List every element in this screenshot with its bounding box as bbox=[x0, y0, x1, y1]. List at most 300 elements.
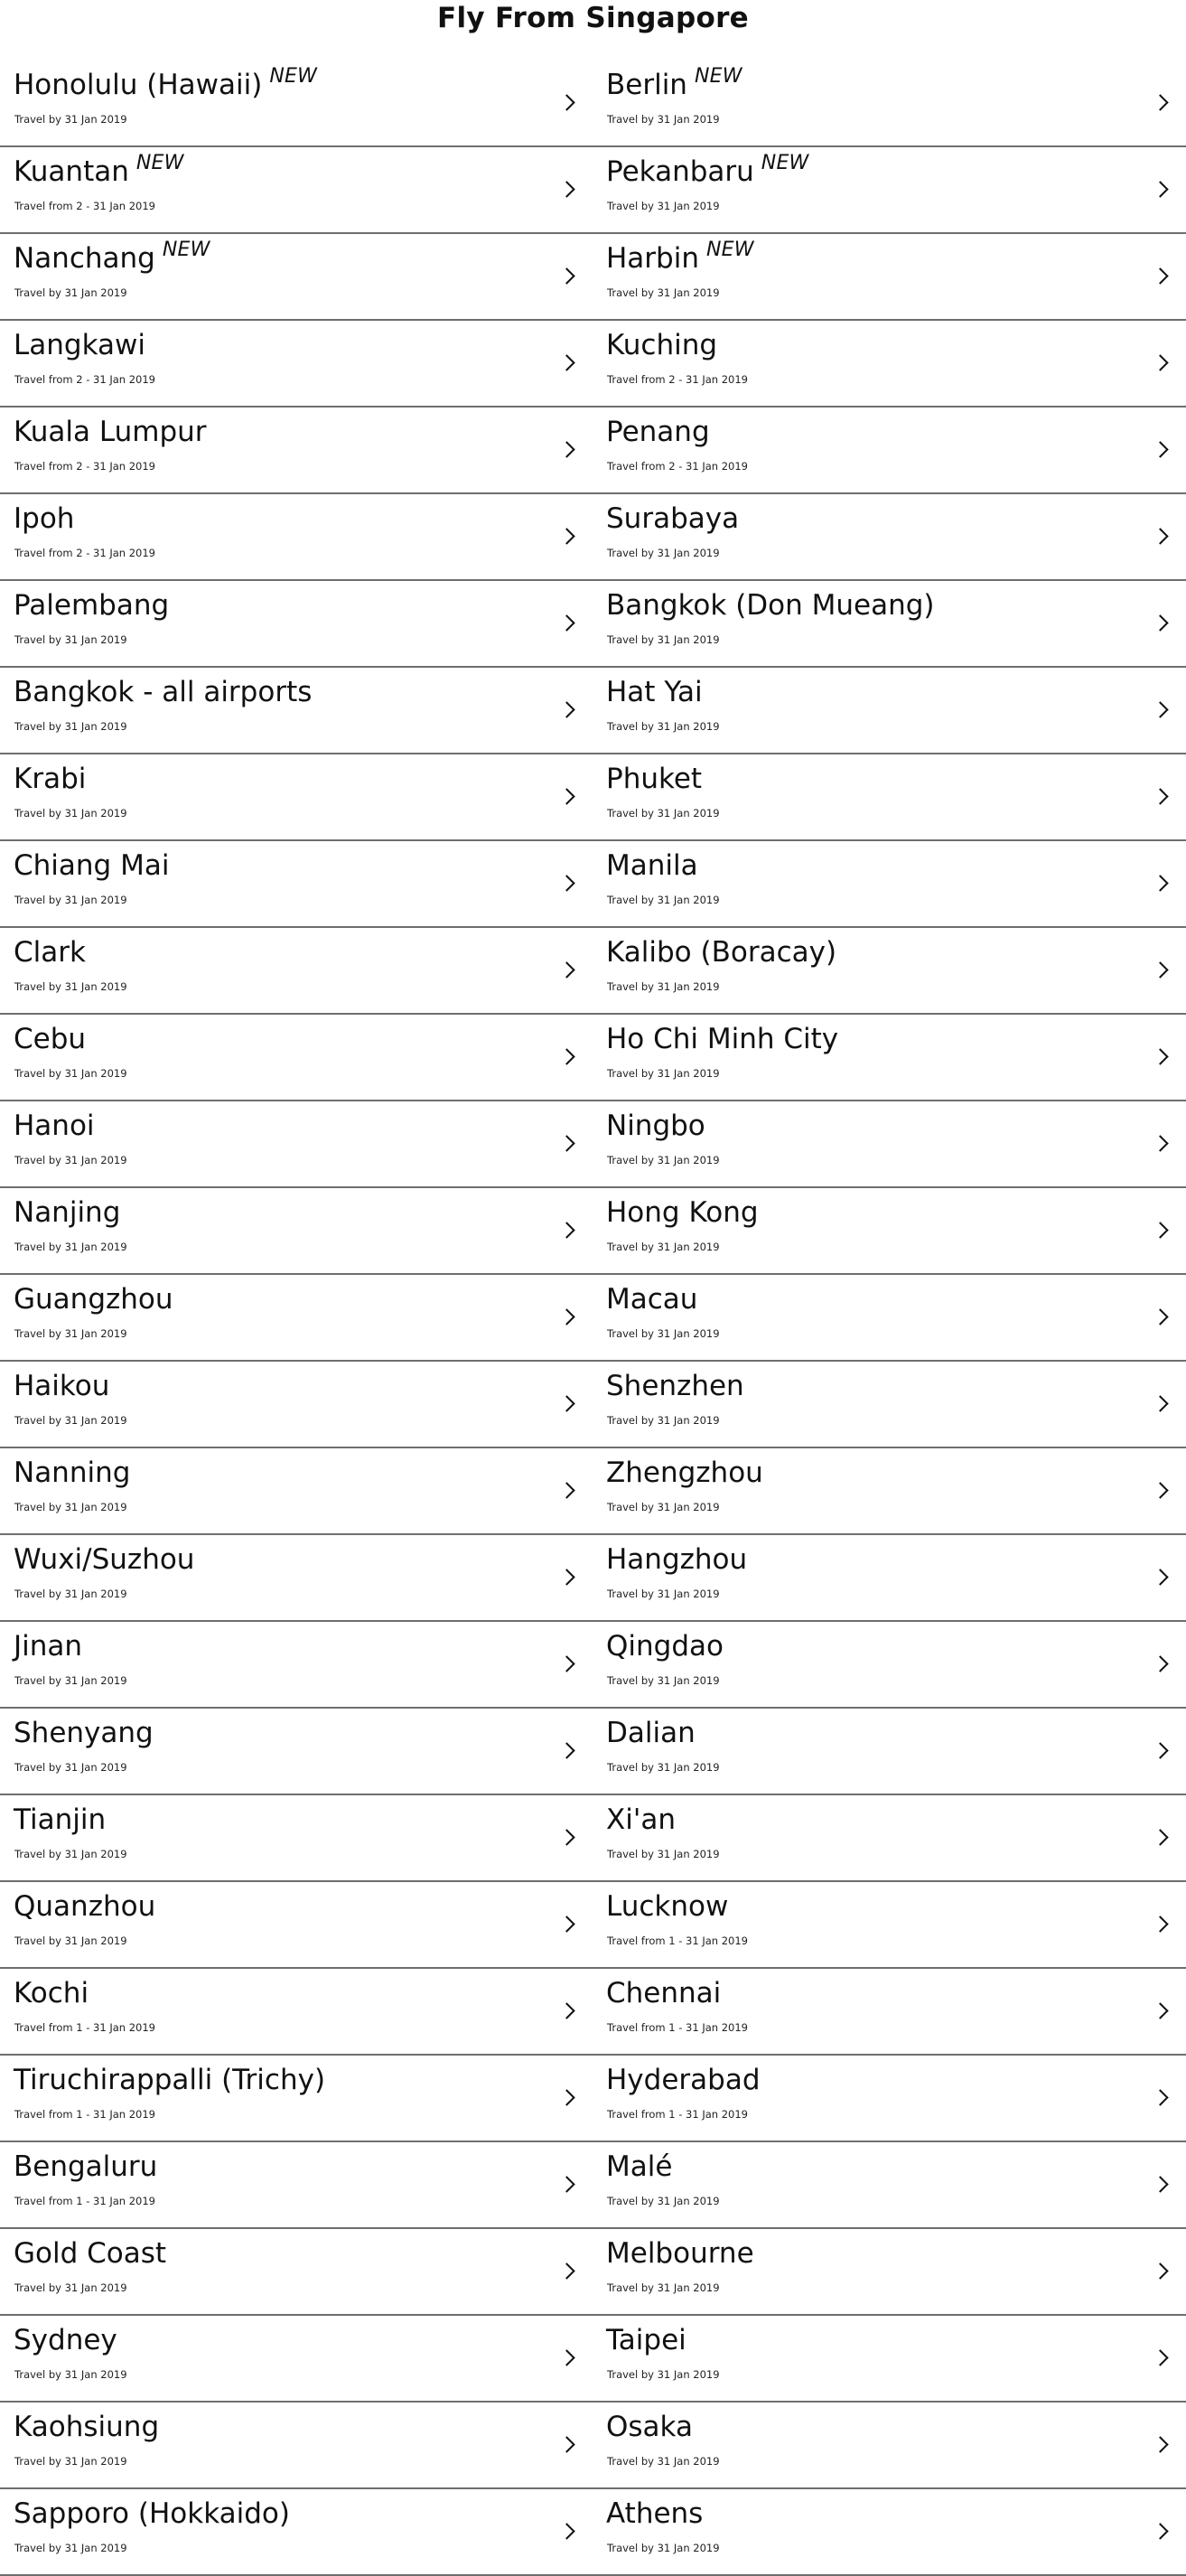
destination-link[interactable] bbox=[593, 2229, 1186, 2314]
chevron-right-icon bbox=[1152, 2002, 1168, 2019]
travel-period: Travel from 2 - 31 Jan 2019 bbox=[14, 200, 155, 212]
destination-link[interactable] bbox=[593, 841, 1186, 926]
destination-row bbox=[0, 494, 1186, 581]
destination-row bbox=[0, 147, 1186, 234]
destination-link[interactable] bbox=[0, 1015, 593, 1100]
chevron-right-icon bbox=[1152, 1222, 1168, 1238]
destination-name-text: Bangkok (Don Mueang) bbox=[606, 589, 935, 622]
destination-link[interactable] bbox=[593, 1709, 1186, 1794]
destination-row bbox=[0, 321, 1186, 407]
travel-period: Travel by 31 Jan 2019 bbox=[607, 1241, 720, 1253]
destination-name-text: Clark bbox=[14, 936, 86, 969]
destination-name bbox=[14, 2410, 159, 2444]
destination-row bbox=[0, 2316, 1186, 2403]
destination-link[interactable] bbox=[0, 754, 593, 839]
chevron-right-icon bbox=[558, 701, 574, 717]
destination-name bbox=[606, 2496, 703, 2531]
travel-period: Travel by 31 Jan 2019 bbox=[14, 1934, 127, 1947]
chevron-right-icon bbox=[558, 1048, 574, 1064]
travel-period: Travel by 31 Jan 2019 bbox=[607, 1674, 720, 1687]
destination-name bbox=[14, 501, 74, 536]
destination-name bbox=[14, 65, 318, 106]
destination-name-text: Sapporo (Hokkaido) bbox=[14, 2497, 290, 2530]
chevron-right-icon bbox=[558, 1916, 574, 1932]
destination-link[interactable] bbox=[593, 668, 1186, 753]
chevron-right-icon bbox=[1152, 2523, 1168, 2539]
destination-name bbox=[606, 2063, 761, 2097]
travel-period: Travel from 2 - 31 Jan 2019 bbox=[607, 460, 748, 473]
destination-link[interactable] bbox=[0, 1709, 593, 1794]
destination-name bbox=[14, 1629, 82, 1663]
chevron-right-icon bbox=[1152, 1395, 1168, 1411]
destination-name bbox=[606, 935, 836, 970]
travel-period: Travel by 31 Jan 2019 bbox=[14, 2281, 127, 2294]
destination-name-text: Athens bbox=[606, 2497, 704, 2530]
destination-link[interactable] bbox=[593, 61, 1186, 145]
travel-period: Travel by 31 Jan 2019 bbox=[14, 2542, 127, 2554]
destination-link[interactable] bbox=[593, 928, 1186, 1013]
destination-name bbox=[606, 415, 710, 449]
new-badge: NEW bbox=[135, 152, 184, 174]
destination-name-text: Kuching bbox=[606, 329, 718, 361]
chevron-right-icon bbox=[1152, 961, 1168, 978]
travel-period: Travel by 31 Jan 2019 bbox=[14, 1761, 127, 1774]
destination-name-text: Sydney bbox=[14, 2324, 117, 2356]
destination-row bbox=[0, 234, 1186, 321]
travel-period: Travel from 1 - 31 Jan 2019 bbox=[607, 2021, 748, 2034]
destination-link[interactable] bbox=[0, 1275, 593, 1360]
destination-name bbox=[606, 848, 698, 883]
travel-period: Travel by 31 Jan 2019 bbox=[607, 980, 720, 993]
destination-link[interactable] bbox=[0, 1448, 593, 1533]
destination-name bbox=[14, 1282, 173, 1316]
destination-link[interactable] bbox=[593, 1969, 1186, 2054]
chevron-right-icon bbox=[558, 528, 574, 544]
travel-period: Travel by 31 Jan 2019 bbox=[14, 1674, 127, 1687]
destination-name bbox=[606, 1369, 744, 1403]
destination-name-text: Zhengzhou bbox=[606, 1457, 763, 1489]
travel-period: Travel by 31 Jan 2019 bbox=[607, 113, 720, 126]
destination-name bbox=[14, 1369, 109, 1403]
chevron-right-icon bbox=[1152, 788, 1168, 804]
destination-name-text: Kuala Lumpur bbox=[14, 416, 207, 448]
destination-name bbox=[14, 848, 169, 883]
travel-period: Travel by 31 Jan 2019 bbox=[607, 2368, 720, 2381]
destination-link[interactable] bbox=[593, 1188, 1186, 1273]
destination-name bbox=[14, 2323, 117, 2357]
chevron-right-icon bbox=[1152, 1742, 1168, 1758]
destination-row bbox=[0, 1101, 1186, 1188]
chevron-right-icon bbox=[558, 875, 574, 891]
travel-period: Travel by 31 Jan 2019 bbox=[14, 1154, 127, 1166]
travel-period: Travel by 31 Jan 2019 bbox=[607, 720, 720, 733]
destination-name-text: Chennai bbox=[606, 1977, 722, 2009]
travel-period: Travel by 31 Jan 2019 bbox=[14, 286, 127, 299]
destination-name bbox=[14, 2236, 166, 2271]
destination-link[interactable] bbox=[593, 1275, 1186, 1360]
chevron-right-icon bbox=[1152, 528, 1168, 544]
destination-name-text: Quanzhou bbox=[14, 1890, 156, 1923]
destination-link[interactable] bbox=[593, 407, 1186, 492]
destination-name-text: Nanchang bbox=[14, 242, 155, 275]
destination-link[interactable] bbox=[593, 1622, 1186, 1707]
destination-link[interactable] bbox=[0, 61, 593, 145]
destination-name bbox=[14, 241, 210, 279]
destination-name-text: Tiruchirappalli (Trichy) bbox=[14, 2064, 326, 2096]
travel-period: Travel from 1 - 31 Jan 2019 bbox=[607, 1934, 748, 1947]
destination-name bbox=[606, 241, 754, 279]
destination-name bbox=[14, 328, 145, 362]
travel-period: Travel by 31 Jan 2019 bbox=[14, 807, 127, 820]
destination-link[interactable] bbox=[593, 1795, 1186, 1880]
destination-link[interactable] bbox=[0, 2056, 593, 2140]
destination-name bbox=[606, 762, 702, 796]
chevron-right-icon bbox=[558, 1655, 574, 1672]
travel-period: Travel by 31 Jan 2019 bbox=[607, 1848, 720, 1860]
chevron-right-icon bbox=[1152, 1048, 1168, 1064]
destination-link[interactable] bbox=[0, 2229, 593, 2314]
destination-name-text: Manila bbox=[606, 849, 698, 882]
travel-period: Travel by 31 Jan 2019 bbox=[14, 1067, 127, 1080]
travel-period: Travel by 31 Jan 2019 bbox=[14, 894, 127, 906]
chevron-right-icon bbox=[1152, 701, 1168, 717]
destination-link[interactable] bbox=[593, 2403, 1186, 2487]
destination-link[interactable] bbox=[0, 2489, 593, 2574]
destination-row bbox=[0, 1448, 1186, 1535]
destination-link[interactable] bbox=[0, 2142, 593, 2227]
destination-name-text: Shenyang bbox=[14, 1717, 154, 1749]
travel-period: Travel by 31 Jan 2019 bbox=[607, 1327, 720, 1340]
destination-link[interactable] bbox=[0, 1101, 593, 1186]
travel-period: Travel by 31 Jan 2019 bbox=[607, 894, 720, 906]
destination-link[interactable] bbox=[0, 1795, 593, 1880]
travel-period: Travel by 31 Jan 2019 bbox=[14, 2368, 127, 2381]
destination-link[interactable] bbox=[0, 1188, 593, 1273]
destination-link[interactable] bbox=[0, 2403, 593, 2487]
destination-name-text: Lucknow bbox=[606, 1890, 729, 1923]
destination-row bbox=[0, 407, 1186, 494]
destination-name-text: Surabaya bbox=[606, 502, 740, 535]
destination-name-text: Ningbo bbox=[606, 1110, 705, 1142]
destination-name-text: Jinan bbox=[14, 1630, 83, 1663]
chevron-right-icon bbox=[558, 267, 574, 284]
destination-name-text: Hat Yai bbox=[606, 676, 703, 708]
destination-link[interactable] bbox=[0, 494, 593, 579]
chevron-right-icon bbox=[1152, 2089, 1168, 2105]
destination-name bbox=[606, 2236, 754, 2271]
travel-period: Travel by 31 Jan 2019 bbox=[14, 1848, 127, 1860]
chevron-right-icon bbox=[558, 2002, 574, 2019]
destination-name-text: Osaka bbox=[606, 2411, 693, 2443]
destination-name bbox=[606, 2323, 686, 2357]
chevron-right-icon bbox=[558, 1829, 574, 1845]
destination-name bbox=[606, 1542, 747, 1577]
travel-period: Travel from 2 - 31 Jan 2019 bbox=[607, 373, 748, 386]
destination-row bbox=[0, 754, 1186, 841]
destination-link[interactable] bbox=[593, 2316, 1186, 2401]
destination-link[interactable] bbox=[593, 1882, 1186, 1967]
chevron-right-icon bbox=[558, 1308, 574, 1325]
chevron-right-icon bbox=[1152, 1569, 1168, 1585]
destination-name bbox=[606, 1282, 697, 1316]
destination-link[interactable] bbox=[0, 1882, 593, 1967]
destination-link[interactable] bbox=[593, 1101, 1186, 1186]
destination-name-text: Hong Kong bbox=[606, 1196, 759, 1229]
chevron-right-icon bbox=[1152, 2176, 1168, 2192]
new-badge: NEW bbox=[269, 65, 318, 88]
destination-row bbox=[0, 1622, 1186, 1709]
destination-name-text: Phuket bbox=[606, 763, 703, 795]
destination-name-text: Penang bbox=[606, 416, 710, 448]
destination-row bbox=[0, 1188, 1186, 1275]
destination-link[interactable] bbox=[593, 234, 1186, 319]
destination-link[interactable] bbox=[593, 2489, 1186, 2574]
destination-link[interactable] bbox=[0, 2316, 593, 2401]
chevron-right-icon bbox=[558, 1222, 574, 1238]
travel-period: Travel by 31 Jan 2019 bbox=[14, 1241, 127, 1253]
chevron-right-icon bbox=[1152, 1916, 1168, 1932]
chevron-right-icon bbox=[1152, 94, 1168, 110]
destination-name-text: Kuantan bbox=[14, 155, 129, 188]
destination-link[interactable] bbox=[0, 234, 593, 319]
destination-link[interactable] bbox=[0, 841, 593, 926]
destination-name bbox=[606, 65, 742, 106]
chevron-right-icon bbox=[1152, 441, 1168, 457]
destination-name bbox=[14, 1542, 194, 1577]
new-badge: NEW bbox=[706, 239, 754, 261]
destination-name bbox=[606, 675, 703, 709]
chevron-right-icon bbox=[558, 961, 574, 978]
destination-name bbox=[14, 1803, 106, 1837]
chevron-right-icon bbox=[1152, 1655, 1168, 1672]
travel-period: Travel from 2 - 31 Jan 2019 bbox=[14, 460, 155, 473]
destination-row bbox=[0, 2056, 1186, 2142]
travel-period: Travel by 31 Jan 2019 bbox=[14, 113, 127, 126]
destination-name-text: Haikou bbox=[14, 1370, 110, 1402]
destination-name bbox=[14, 1022, 86, 1056]
destination-name-text: Hangzhou bbox=[606, 1543, 748, 1576]
destination-name bbox=[14, 1195, 120, 1230]
destination-name bbox=[14, 415, 207, 449]
destination-name-text: Melbourne bbox=[606, 2237, 754, 2270]
destination-row bbox=[0, 1535, 1186, 1622]
travel-period: Travel by 31 Jan 2019 bbox=[14, 980, 127, 993]
chevron-right-icon bbox=[1152, 1829, 1168, 1845]
destination-row bbox=[0, 1362, 1186, 1448]
chevron-right-icon bbox=[558, 1482, 574, 1498]
travel-period: Travel by 31 Jan 2019 bbox=[607, 1154, 720, 1166]
destination-link[interactable] bbox=[0, 1622, 593, 1707]
destination-link[interactable] bbox=[0, 1969, 593, 2054]
travel-period: Travel by 31 Jan 2019 bbox=[607, 2281, 720, 2294]
destination-link[interactable] bbox=[593, 1015, 1186, 1100]
travel-period: Travel by 31 Jan 2019 bbox=[607, 1588, 720, 1600]
destination-name-text: Guangzhou bbox=[14, 1283, 173, 1316]
destination-name bbox=[606, 1195, 759, 1230]
travel-period: Travel from 1 - 31 Jan 2019 bbox=[607, 2108, 748, 2121]
travel-period: Travel from 1 - 31 Jan 2019 bbox=[14, 2021, 155, 2034]
travel-period: Travel by 31 Jan 2019 bbox=[14, 1414, 127, 1427]
destination-link[interactable] bbox=[593, 1535, 1186, 1620]
destination-row bbox=[0, 2229, 1186, 2316]
destination-name-text: Ipoh bbox=[14, 502, 75, 535]
destination-name-text: Berlin bbox=[606, 69, 687, 101]
destination-row bbox=[0, 928, 1186, 1015]
destination-name-text: Palembang bbox=[14, 589, 170, 622]
chevron-right-icon bbox=[558, 2523, 574, 2539]
chevron-right-icon bbox=[558, 94, 574, 110]
chevron-right-icon bbox=[558, 2176, 574, 2192]
chevron-right-icon bbox=[1152, 1482, 1168, 1498]
destination-name bbox=[606, 328, 717, 362]
new-badge: NEW bbox=[694, 65, 742, 88]
travel-period: Travel from 1 - 31 Jan 2019 bbox=[14, 2108, 155, 2121]
destination-name bbox=[14, 152, 184, 192]
destination-row bbox=[0, 2142, 1186, 2229]
destination-row bbox=[0, 1882, 1186, 1969]
destination-link[interactable] bbox=[593, 147, 1186, 232]
new-badge: NEW bbox=[162, 239, 210, 261]
destination-link[interactable] bbox=[0, 147, 593, 232]
destination-link[interactable] bbox=[593, 1362, 1186, 1447]
destination-link[interactable] bbox=[593, 581, 1186, 666]
travel-period: Travel by 31 Jan 2019 bbox=[607, 1067, 720, 1080]
chevron-right-icon bbox=[558, 354, 574, 370]
travel-period: Travel by 31 Jan 2019 bbox=[14, 1327, 127, 1340]
travel-period: Travel by 31 Jan 2019 bbox=[607, 1414, 720, 1427]
travel-period: Travel by 31 Jan 2019 bbox=[14, 1501, 127, 1513]
travel-period: Travel from 1 - 31 Jan 2019 bbox=[14, 2195, 155, 2207]
chevron-right-icon bbox=[1152, 267, 1168, 284]
destination-name-text: Malé bbox=[606, 2150, 673, 2183]
destination-name-text: Taipei bbox=[606, 2324, 686, 2356]
chevron-right-icon bbox=[558, 2349, 574, 2365]
destination-row bbox=[0, 1015, 1186, 1101]
travel-period: Travel by 31 Jan 2019 bbox=[607, 2195, 720, 2207]
travel-period: Travel by 31 Jan 2019 bbox=[14, 1588, 127, 1600]
destination-name bbox=[14, 1716, 154, 1750]
travel-period: Travel by 31 Jan 2019 bbox=[14, 2455, 127, 2468]
destination-name-text: Kaohsiung bbox=[14, 2411, 160, 2443]
destination-link[interactable] bbox=[0, 1535, 593, 1620]
destination-name bbox=[606, 1716, 696, 1750]
travel-period: Travel by 31 Jan 2019 bbox=[607, 1501, 720, 1513]
destination-link[interactable] bbox=[593, 2056, 1186, 2140]
destination-link[interactable] bbox=[0, 581, 593, 666]
chevron-right-icon bbox=[1152, 2262, 1168, 2279]
destination-row bbox=[0, 1969, 1186, 2056]
destination-name bbox=[14, 1976, 89, 2010]
destination-name-text: Tianjin bbox=[14, 1803, 107, 1836]
chevron-right-icon bbox=[558, 614, 574, 631]
destination-name-text: Xi'an bbox=[606, 1803, 677, 1836]
destination-link[interactable] bbox=[0, 1362, 593, 1447]
travel-period: Travel by 31 Jan 2019 bbox=[607, 2455, 720, 2468]
page-title: Fly From Singapore bbox=[436, 2, 749, 34]
chevron-right-icon bbox=[1152, 1308, 1168, 1325]
destination-row bbox=[0, 61, 1186, 147]
destination-name-text: Shenzhen bbox=[606, 1370, 744, 1402]
destination-link[interactable] bbox=[0, 407, 593, 492]
destination-name-text: Hyderabad bbox=[606, 2064, 761, 2096]
destination-name bbox=[606, 1889, 728, 1924]
destination-name-text: Bangkok - all airports bbox=[14, 676, 313, 708]
destination-link[interactable] bbox=[593, 1448, 1186, 1533]
destination-name-text: Hanoi bbox=[14, 1110, 95, 1142]
chevron-right-icon bbox=[558, 441, 574, 457]
destination-link[interactable] bbox=[593, 494, 1186, 579]
destination-row bbox=[0, 581, 1186, 668]
destination-name bbox=[14, 588, 169, 623]
chevron-right-icon bbox=[1152, 181, 1168, 197]
destination-name-text: Bengaluru bbox=[14, 2150, 158, 2183]
destination-link[interactable] bbox=[0, 321, 593, 406]
destination-name-text: Honolulu (Hawaii) bbox=[14, 69, 263, 101]
destination-row bbox=[0, 668, 1186, 754]
destination-name bbox=[606, 1022, 838, 1056]
destination-name bbox=[606, 2410, 693, 2444]
chevron-right-icon bbox=[558, 2436, 574, 2452]
destination-link[interactable] bbox=[0, 668, 593, 753]
chevron-right-icon bbox=[558, 181, 574, 197]
destination-link[interactable] bbox=[593, 2142, 1186, 2227]
destination-name bbox=[606, 1456, 763, 1490]
destination-name bbox=[606, 1976, 721, 2010]
destination-name bbox=[14, 2063, 325, 2097]
chevron-right-icon bbox=[1152, 614, 1168, 631]
destination-name bbox=[14, 2150, 157, 2184]
destination-name bbox=[14, 935, 86, 970]
destination-link[interactable] bbox=[0, 928, 593, 1013]
destination-name bbox=[14, 2496, 290, 2531]
destination-name-text: Qingdao bbox=[606, 1630, 724, 1663]
destination-name-text: Ho Chi Minh City bbox=[606, 1023, 839, 1055]
chevron-right-icon bbox=[558, 1395, 574, 1411]
destination-name-text: Wuxi/Suzhou bbox=[14, 1543, 195, 1576]
destination-row bbox=[0, 2403, 1186, 2489]
destination-name bbox=[606, 1803, 676, 1837]
destination-name bbox=[14, 1109, 95, 1143]
chevron-right-icon bbox=[558, 1569, 574, 1585]
destination-row bbox=[0, 841, 1186, 928]
travel-period: Travel by 31 Jan 2019 bbox=[607, 286, 720, 299]
travel-period: Travel by 31 Jan 2019 bbox=[14, 720, 127, 733]
destination-link[interactable] bbox=[593, 321, 1186, 406]
destination-name bbox=[14, 1456, 130, 1490]
destination-row bbox=[0, 1795, 1186, 1882]
destination-row bbox=[0, 2489, 1186, 2576]
destination-name bbox=[606, 152, 809, 192]
chevron-right-icon bbox=[1152, 875, 1168, 891]
travel-period: Travel by 31 Jan 2019 bbox=[607, 807, 720, 820]
chevron-right-icon bbox=[558, 2089, 574, 2105]
destination-name-text: Kochi bbox=[14, 1977, 89, 2009]
destination-row bbox=[0, 1709, 1186, 1795]
travel-period: Travel by 31 Jan 2019 bbox=[607, 2542, 720, 2554]
destination-name bbox=[14, 762, 86, 796]
destination-link[interactable] bbox=[593, 754, 1186, 839]
destination-list bbox=[0, 61, 1186, 2576]
destination-name-text: Nanjing bbox=[14, 1196, 121, 1229]
destination-name bbox=[606, 1109, 705, 1143]
chevron-right-icon bbox=[1152, 2349, 1168, 2365]
destination-name bbox=[606, 2150, 672, 2184]
destination-name-text: Gold Coast bbox=[14, 2237, 167, 2270]
destination-name-text: Cebu bbox=[14, 1023, 87, 1055]
destination-name-text: Krabi bbox=[14, 763, 87, 795]
destination-name-text: Dalian bbox=[606, 1717, 696, 1749]
destination-name bbox=[606, 501, 739, 536]
